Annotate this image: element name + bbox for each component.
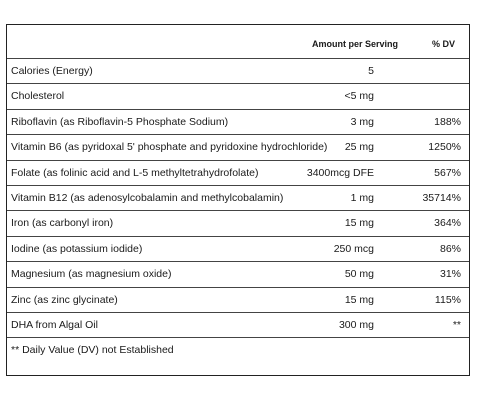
nutrient-amount: 1 mg	[350, 192, 374, 204]
nutrient-amount: 3400mcg DFE	[306, 166, 374, 179]
table-row	[7, 160, 469, 185]
daily-value-header: % DV	[432, 39, 456, 49]
nutrient-name: Folate (as folinic acid and L-5 methyltetrahydrofolate)	[11, 166, 259, 179]
nutrient-amount: <5 mg	[344, 90, 374, 103]
table-row	[7, 134, 469, 159]
nutrient-name: Zinc (as zinc glycinate)	[11, 293, 118, 306]
table-row	[7, 210, 469, 235]
nutrient-name: Calories (Energy)	[11, 65, 93, 77]
nutrient-dv: 31%	[439, 268, 461, 281]
nutrient-amount: 5	[368, 65, 374, 77]
nutrient-amount: 15 mg	[344, 293, 374, 306]
table-row	[7, 109, 469, 134]
nutrient-amount: 300 mg	[338, 319, 374, 331]
footnote-text: ** Daily Value (DV) not Established	[11, 344, 174, 356]
nutrient-dv: 364%	[434, 217, 461, 230]
table-row	[7, 261, 469, 286]
table-header	[7, 25, 469, 58]
table-row	[7, 312, 469, 337]
table-row	[7, 58, 469, 83]
nutrient-amount: 250 mcg	[333, 242, 374, 255]
nutrient-dv: 1250%	[428, 141, 461, 154]
nutrient-dv: 567%	[434, 166, 461, 179]
nutrient-name: DHA from Algal Oil	[11, 319, 98, 331]
nutrient-dv: 115%	[434, 293, 461, 306]
footnote-row	[7, 337, 469, 377]
supplement-facts-table	[6, 24, 470, 376]
nutrient-name: Cholesterol	[11, 90, 65, 103]
nutrient-name: Iodine (as potassium iodide)	[11, 242, 143, 255]
nutrient-name: Magnesium (as magnesium oxide)	[11, 268, 172, 281]
nutrient-name: Iron (as carbonyl iron)	[11, 217, 114, 230]
nutrient-dv: **	[452, 319, 461, 331]
table-row	[7, 83, 469, 108]
nutrient-name: Vitamin B12 (as adenosylcobalamin and methylcobalamin)	[11, 192, 284, 204]
nutrient-amount: 25 mg	[344, 141, 374, 154]
nutrient-dv: 188%	[434, 115, 461, 128]
nutrient-amount: 3 mg	[350, 115, 374, 128]
nutrient-amount: 15 mg	[344, 217, 374, 230]
nutrient-name: Vitamin B6 (as pyridoxal 5' phosphate and pyridoxine hydrochloride)	[11, 141, 328, 154]
nutrient-dv: 35714%	[422, 192, 461, 204]
nutrient-name: Riboflavin (as Riboflavin-5 Phosphate Sodium)	[11, 115, 229, 128]
table-row	[7, 236, 469, 261]
nutrient-amount: 50 mg	[344, 268, 374, 281]
table-row	[7, 185, 469, 210]
nutrient-dv: 86%	[439, 242, 461, 255]
amount-per-serving-header: Amount per Serving	[312, 39, 399, 49]
table-row	[7, 287, 469, 312]
